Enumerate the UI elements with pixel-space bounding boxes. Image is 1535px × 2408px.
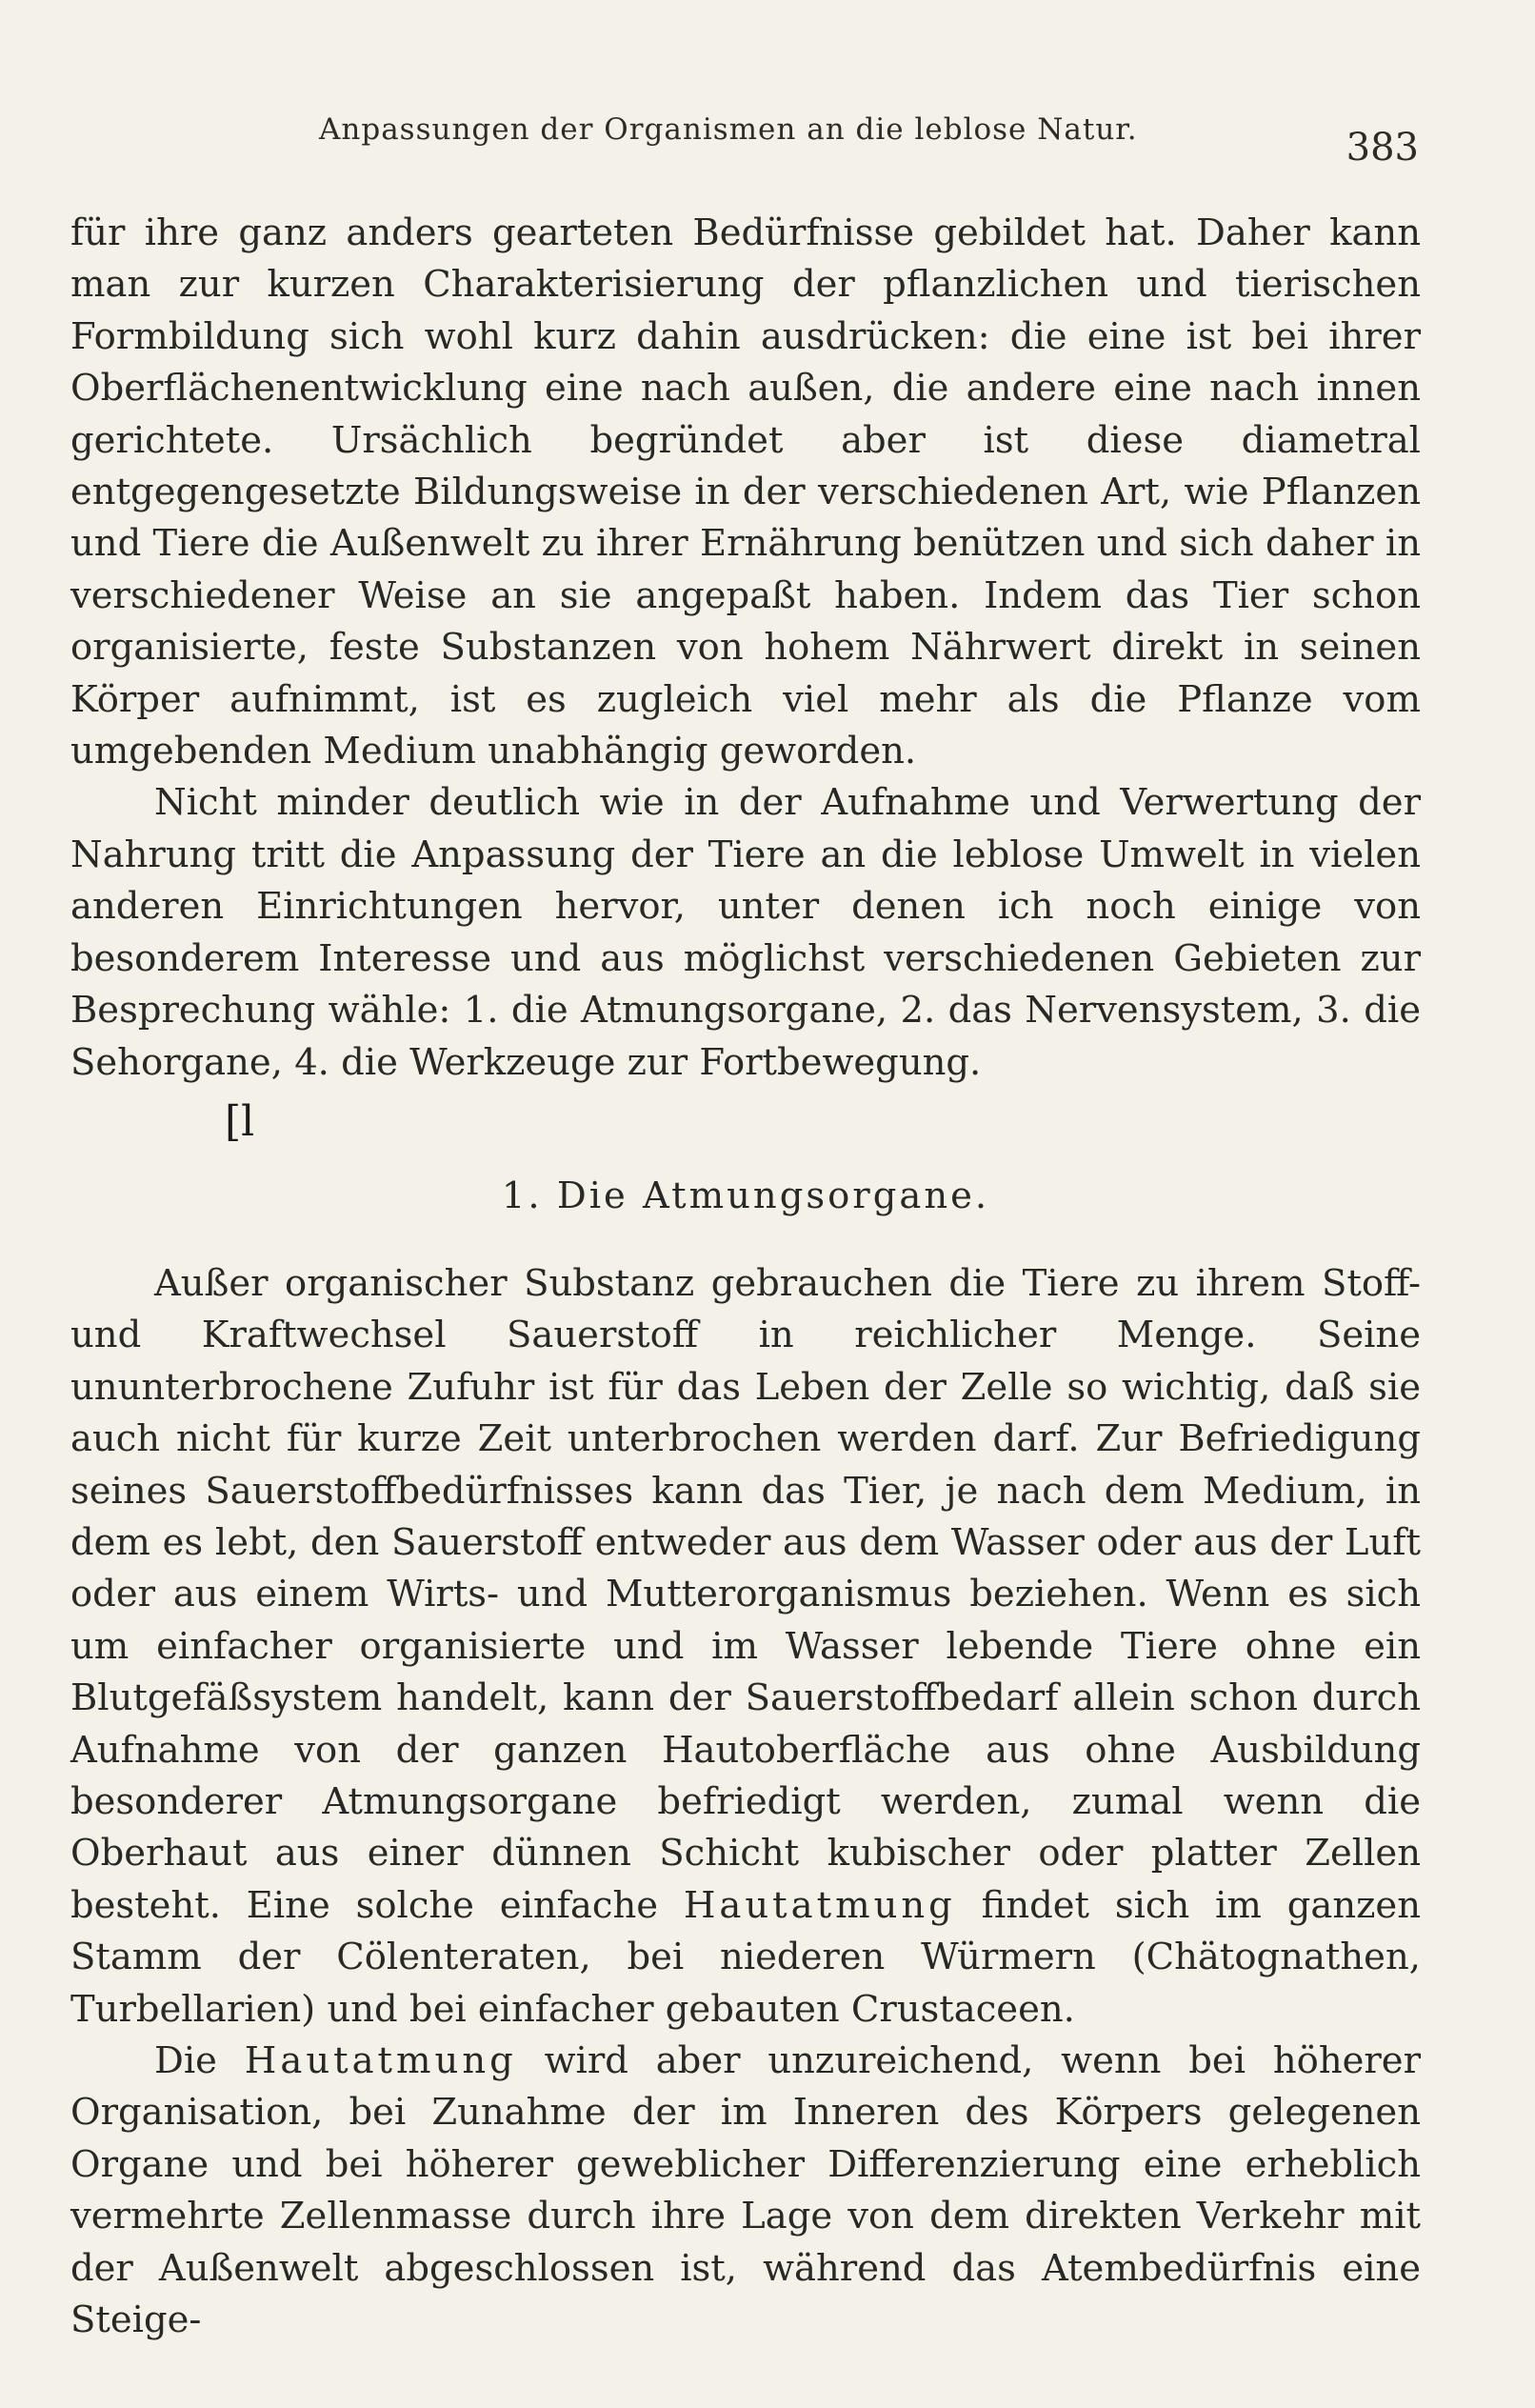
emphasized-term: Hautatmung	[683, 1883, 956, 1927]
paragraph-text: Außer organischer Substanz gebrauchen die Tiere zu ihrem Stoff- und Kraftwechsel Sauerstoff in reichlicher Menge. Seine ununterbrochene Zufuhr ist für das Leben der Zelle so wichtig, daß sie auch nicht für kurze Zeit unterbrochen werden darf. Zur Befriedigung seines Sauerstoffbedürfnisses kann das Tier, je nach dem Medium, in dem es lebt, den Sauerstoff entweder aus dem Wasser oder aus der Luft oder aus einem Wirts- und Mutterorganismus beziehen. Wenn es sich um einfacher organisierte und im Wasser lebende Tiere ohne ein Blutgefäßsystem handelt, kann der Sauerstoffbedarf allein schon durch Aufnahme von der ganzen Hautoberfläche aus ohne Ausbildung besonderer Atmungsorgane befriedigt werden, zumal wenn die Oberhaut aus einer dünnen Schicht kubischer oder platter Zellen besteht. Eine solche einfache	[70, 1261, 1421, 1927]
paragraph-text: wird aber unzureichend, wenn bei höherer Organisation, bei Zunahme der im Inneren des Körpers gelegenen Organe und bei höherer geweblicher Differenzierung eine erheblich vermehrte Zellenmasse durch ihre Lage von dem direkten Verkehr mit der Außenwelt abgeschlossen ist, während das Atembedürfnis eine Steige-	[70, 2039, 1421, 2342]
body-text	[70, 208, 1421, 2346]
paragraph: Nicht minder deutlich wie in der Aufnahme und Verwertung der Nahrung tritt die Anpassung der Tiere an die leblose Umwelt in vielen anderen Einrichtungen hervor, unter denen ich noch einige von besonderem Interesse und aus möglichst verschiedenen Gebieten zur Besprechung wähle: 1. die Atmungsorgane, 2. das Nervensystem, 3. die Sehorgane, 4. die Werkzeuge zur Fortbewegung.	[70, 781, 1421, 1084]
paragraph	[70, 2036, 1421, 2346]
running-title: Anpassungen der Organismen an die leblose Natur.	[319, 112, 1138, 147]
paragraph: für ihre ganz anders gearteten Bedürfnisse gebildet hat. Daher kann man zur kurzen Charakterisierung der pflanzlichen und tierischen Formbildung sich wohl kurz dahin ausdrücken: die eine ist bei ihrer Oberflächenentwicklung eine nach außen, die andere eine nach innen gerichtete. Ursächlich begründet aber ist diese diametral entgegengesetzte Bildungsweise in der verschiedenen Art, wie Pflanzen und Tiere die Außenwelt zu ihrer Ernährung benützen und sich daher in verschiedener Weise an sie angepaßt haben. Indem das Tier schon organisierte, feste Substanzen von hohem Nährwert direkt in seinen Körper aufnimmt, ist es zugleich viel mehr als die Pflanze vom umgebenden Medium unabhängig geworden.	[70, 211, 1421, 773]
emphasized-term: Hautatmung	[244, 2039, 517, 2082]
paragraph-text: findet sich im ganzen Stamm der Cölenteraten, bei niederen Würmern (Chätognathen, Turbellarien) und bei einfacher gebauten Crustaceen.	[70, 1883, 1421, 2031]
margin-mark: [l	[225, 1096, 255, 1146]
paragraph	[70, 1258, 1421, 2036]
page-number: 383	[1346, 126, 1419, 170]
paragraph-text: Die	[154, 2039, 217, 2082]
section-heading: 1. Die Atmungsorgane.	[501, 1174, 990, 1217]
